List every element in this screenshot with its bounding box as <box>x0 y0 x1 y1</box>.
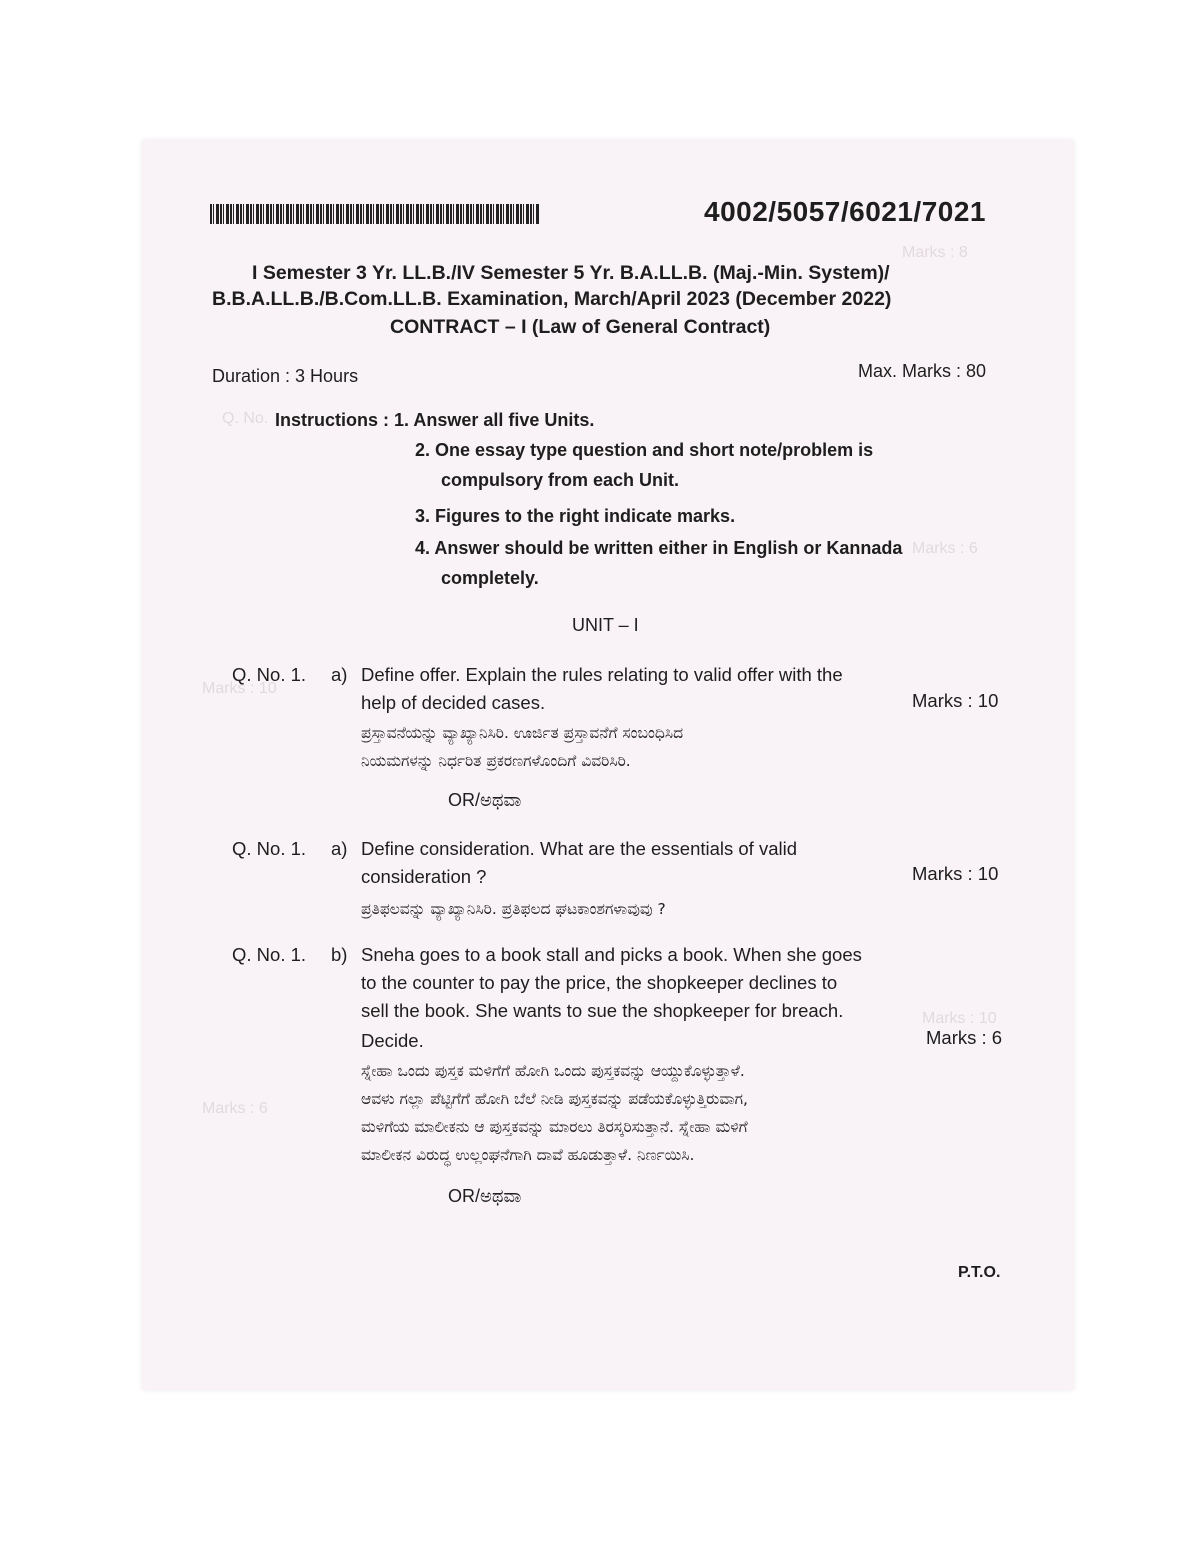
barcode <box>210 204 540 224</box>
title-line-2: B.B.A.LL.B./B.Com.LL.B. Examination, March/April 2023 (December 2022) <box>212 288 892 310</box>
instruction-2: 2. One essay type question and short note/problem is <box>415 440 874 460</box>
show-through-text: Marks : 10 <box>922 1010 997 1027</box>
q1b-kannada-line-1: ಸ್ನೇಹಾ ಒಂದು ಪುಸ್ತಕ ಮಳಿಗೆಗೆ ಹೋಗಿ ಒಂದು ಪುಸ್ತಕವನ್ನು ಆಯ್ದುಕೊಳ್ಳುತ್ತಾಳೆ. <box>361 1062 745 1080</box>
q1a-kannada-line-1: ಪ್ರಸ್ತಾವನೆಯನ್ನು ವ್ಯಾಖ್ಯಾನಿಸಿರಿ. ಊರ್ಜಿತ ಪ್ರಸ್ತಾವನೆಗೆ ಸಂಬಂಧಿಸಿದ <box>361 724 684 742</box>
or-separator: OR/ಅಥವಾ <box>448 1186 522 1206</box>
duration: Duration : 3 Hours <box>212 366 359 386</box>
title-line-1: I Semester 3 Yr. LL.B./IV Semester 5 Yr. B.A.LL.B. (Maj.-Min. System)/ <box>252 262 890 284</box>
instruction-4: 4. Answer should be written either in English or Kannada <box>415 538 903 558</box>
instruction-1: Instructions : 1. Answer all five Units. <box>275 410 595 430</box>
question-number: Q. No. 1. <box>232 664 307 685</box>
q1a-alt-text-line-1: Define consideration. What are the essentials of valid <box>361 838 798 859</box>
q1a-alt-kannada-line-1: ಪ್ರತಿಫಲವನ್ನು ವ್ಯಾಖ್ಯಾನಿಸಿರಿ. ಪ್ರತಿಫಲದ ಘಟಕಾಂಶಗಳಾವುವು ? <box>361 900 666 918</box>
unit-heading: UNIT – I <box>572 615 639 635</box>
question-part: a) <box>331 838 348 859</box>
question-part: a) <box>331 664 348 685</box>
title-line-3: CONTRACT – I (Law of General Contract) <box>390 316 771 338</box>
q1b-text-line-3: sell the book. She wants to sue the shopkeeper for breach. <box>361 1000 844 1021</box>
q1a-marks: Marks : 10 <box>912 690 999 711</box>
page-turn-note: P.T.O. <box>958 1264 1001 1281</box>
show-through-text: Marks : 6 <box>912 540 978 557</box>
q1a-alt-text-line-2: consideration ? <box>361 866 487 887</box>
q1b-kannada-line-3: ಮಳಿಗೆಯ ಮಾಲೀಕನು ಆ ಪುಸ್ತಕವನ್ನು ಮಾರಲು ತಿರಸ್ಕರಿಸುತ್ತಾನೆ. ಸ್ನೇಹಾ ಮಳಿಗೆ <box>361 1118 748 1136</box>
q1b-kannada-line-2: ಆವಳು ಗಲ್ಲಾ ಪೆಟ್ಟಿಗೆಗೆ ಹೋಗಿ ಬೆಲೆ ನೀಡಿ ಪುಸ್ತಕವನ್ನು ಪಡೆಯಕೊಳ್ಳುತ್ತಿರುವಾಗ, <box>361 1090 748 1108</box>
q1a-text-line-2: help of decided cases. <box>361 692 546 713</box>
instruction-2-cont: compulsory from each Unit. <box>441 470 680 490</box>
q1a-alt-marks: Marks : 10 <box>912 863 999 884</box>
question-number: Q. No. 1. <box>232 838 307 859</box>
q1a-kannada-line-2: ನಿಯಮಗಳನ್ನು ನಿರ್ಧರಿತ ಪ್ರಕರಣಗಳೊಂದಿಗೆ ವಿವರಿಸಿರಿ. <box>361 752 631 770</box>
q1b-text-line-2: to the counter to pay the price, the shopkeeper declines to <box>361 972 838 993</box>
max-marks: Max. Marks : 80 <box>858 361 987 381</box>
or-separator: OR/ಅಥವಾ <box>448 790 522 810</box>
paper-code: 4002/5057/6021/7021 <box>704 196 986 227</box>
instruction-3: 3. Figures to the right indicate marks. <box>415 506 736 526</box>
question-number: Q. No. 1. <box>232 944 307 965</box>
show-through-text: Marks : 8 <box>902 244 968 261</box>
show-through-text: Marks : 6 <box>202 1100 268 1117</box>
question-part: b) <box>331 944 348 965</box>
q1b-text-line-4: Decide. <box>361 1030 424 1051</box>
show-through-text: Marks : 10 <box>202 680 277 697</box>
q1b-marks: Marks : 6 <box>926 1027 1003 1048</box>
show-through-text: Q. No. <box>222 410 269 427</box>
q1b-text-line-1: Sneha goes to a book stall and picks a book. When she goes <box>361 944 862 965</box>
q1b-kannada-line-4: ಮಾಲೀಕನ ವಿರುದ್ಧ ಉಲ್ಲಂಘನೆಗಾಗಿ ದಾವೆ ಹೂಡುತ್ತಾಳೆ. ನಿರ್ಣಯಿಸಿ. <box>361 1146 695 1164</box>
q1a-text-line-1: Define offer. Explain the rules relating to valid offer with the <box>361 664 843 685</box>
instruction-4-cont: completely. <box>441 568 539 588</box>
